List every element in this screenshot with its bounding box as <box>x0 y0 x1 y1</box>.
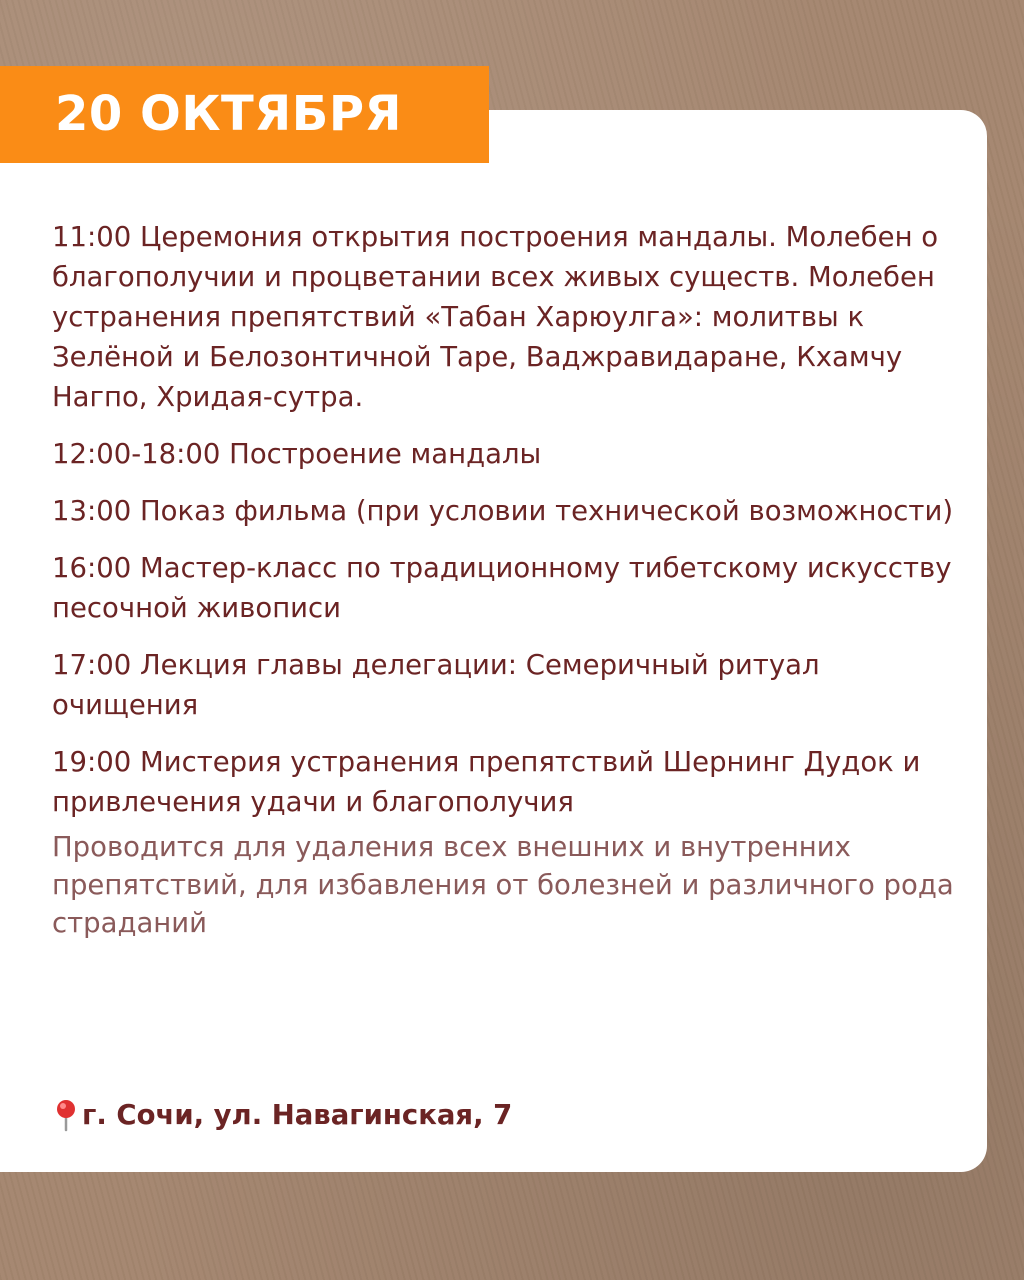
schedule-item-opening: 11:00 Церемония открытия построения мандалы. Молебен о благополучии и процветании всех живых существ. Молебен устранения препятствий «Табан Харюулга»: молитвы к Зелёной и Белозонтичной Таре, Ваджравидаране, Кхамчу Нагпо, Хридая-сутра. <box>52 221 939 413</box>
date-title: 20 ОКТЯБРЯ <box>55 86 402 142</box>
date-banner <box>0 66 489 163</box>
location-line <box>52 1095 512 1135</box>
schedule-item-lecture: 17:00 Лекция главы делегации: Семеричный ритуал очищения <box>52 649 820 721</box>
schedule-item-masterclass: 16:00 Мастер-класс по традиционному тибетскому искусству песочной живописи <box>52 552 952 624</box>
schedule-item-film: 13:00 Показ фильма (при условии технической возможности) <box>52 495 954 527</box>
map-pin-icon <box>52 1098 80 1132</box>
location-address: г. Сочи, ул. Навагинская, 7 <box>82 1099 513 1131</box>
schedule-item-mystery: 19:00 Мистерия устранения препятствий Шернинг Дудок и привлечения удачи и благополучия <box>52 746 921 818</box>
schedule-list <box>52 217 967 942</box>
schedule-note: Проводится для удаления всех внешних и внутренних препятствий, для избавления от болезней и различного рода страданий <box>52 831 954 939</box>
schedule-item-mandala-building: 12:00-18:00 Построение мандалы <box>52 438 542 470</box>
